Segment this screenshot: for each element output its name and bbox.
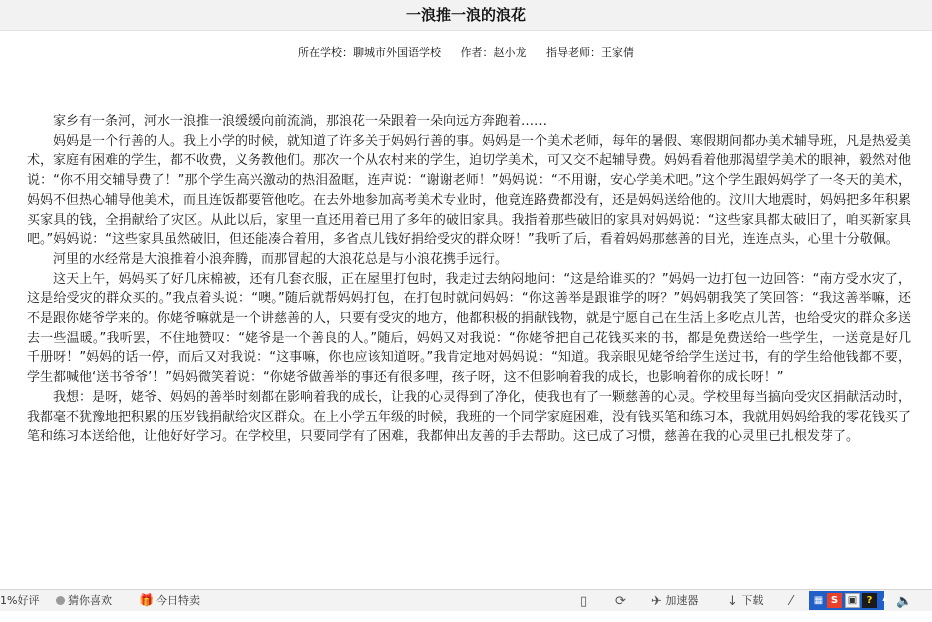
phone-button[interactable] xyxy=(580,590,587,611)
title-bar xyxy=(0,0,932,31)
volume-icon: 🔈 xyxy=(896,593,913,609)
gift-icon: 🎁 xyxy=(139,593,154,607)
paragraph: 河里的水经常是大浪推着小浪奔腾，而那冒起的大浪花总是与小浪花携手远行。 xyxy=(53,251,509,267)
today-deals-label: 今日特卖 xyxy=(155,594,200,607)
reviews-link[interactable] xyxy=(0,590,39,611)
tray-s-icon[interactable]: S xyxy=(827,593,842,608)
refresh-icon: ⟳ xyxy=(615,593,626,609)
school-info: 所在学校：聊城市外国语学校 xyxy=(298,46,441,59)
tray-window-icon[interactable]: ▣ xyxy=(845,593,860,608)
split-view-button[interactable] xyxy=(790,590,792,611)
tray-help-icon[interactable]: ? xyxy=(862,593,877,608)
accelerator-label: 加速器 xyxy=(665,594,699,607)
tray-expand-icon[interactable]: ▴ ▾ xyxy=(882,594,887,619)
download-icon: ↓ xyxy=(727,593,738,609)
guess-dot-icon xyxy=(56,596,65,605)
teacher-info: 指导老师：王家倩 xyxy=(546,46,634,59)
tray-icons xyxy=(809,591,887,619)
paragraph: 这天上午，妈妈买了好几床棉被，还有几套衣服，正在屋里打包时，我走过去纳闷地问：“这是给谁买的？”妈妈一边打包一边回答：“南方受水灾了，这是给受灾的群众买的。”我点着头说：“噢。”随后就帮妈妈打包，在打包时就问妈妈：“你这善举是跟谁学的呀？”妈妈朝我笑了笑回答：“我这善举嘛，还不是跟你姥爷学来的。你姥爷嘛就是一个讲慈善的人，只要有受灾的地方，他都积极的捐献钱物，就是宁愿自己在生活上多吃点儿苦，也给受灾的群众多送去一些温暖。”我听罢，不住地赞叹：“姥爷是一个善良的人。”随后，妈妈又对我说：“你姥爷把自己花钱买来的书，都是免费送给一些学生，一送竟是好几千册呀！”妈妈的话一停，而后又对我说：“这事嘛，你也应该知道呀。”我肯定地对妈妈说：“知道。我亲眼见姥爷给学生送过书，有的学生给他钱都不要，学生都喊他‘送书爷爷’！”妈妈微笑着说：“你姥爷做善举的事还有很多哩，孩子呀，这不但影响着我的成长，也影响着你的成长呀！” xyxy=(27,271,912,386)
split-view-icon: ⁄ xyxy=(790,593,793,609)
reviews-label: 1%好评 xyxy=(0,594,40,607)
guess-you-like-label: 猜你喜欢 xyxy=(68,594,112,607)
paragraph: 家乡有一条河，河水一浪推一浪缓缓向前流淌，那浪花一朵跟着一朵向远方奔跑着…… xyxy=(53,114,548,129)
volume-button[interactable] xyxy=(896,590,912,611)
author-info: 作者：赵小龙 xyxy=(460,46,527,59)
article-body xyxy=(27,112,911,447)
guess-you-like-button[interactable] xyxy=(56,590,112,611)
accelerator-button[interactable] xyxy=(651,590,698,611)
refresh-button[interactable] xyxy=(615,590,626,611)
paragraph: 我想：是呀，姥爷、妈妈的善举时刻都在影响着我的成长，让我的心灵得到了净化，使我也有了一颗慈善的心灵。学校里每当搞向受灾区捐献活动时，我都毫不犹豫地把积累的压岁钱捐献给灾区群众。在上小学五年级的时候，我班的一个同学家庭困难，没有钱买笔和练习本，我就用妈妈给我的零花钱买了笔和练习本送给他，让他好好学习。在学校里，只要同学有了困难，我都伸出友善的手去帮助。这已成了习惯，慈善在我的心灵里已扎根发芽了。 xyxy=(27,389,912,445)
rocket-icon: ✈ xyxy=(651,593,662,609)
phone-icon: ▯ xyxy=(580,593,588,609)
paragraph: 妈妈是一个行善的人。我上小学的时候，就知道了许多关于妈妈行善的事。妈妈是一个美术老师，每年的暑假、寒假期间都办美术辅导班，凡是热爱美术，家庭有困难的学生，都不收费，义务教他们。那次一个从农村来的学生，迫切学美术，可又交不起辅导费。妈妈看着他那渴望学美术的眼神，毅然对他说：“你不用交辅导费了！”那个学生高兴激动的热泪盈眶，连声说：“谢谢老师！”妈妈说：“不用谢，安心学美术吧。”这个学生跟妈妈学了一冬天的美术，妈妈不但热心辅导他美术，而且连饭都要管他吃。在去外地参加高考美术专业时，他竟连路费都没有，还是妈妈送给他的。汶川大地震时，妈妈把多年积累买家具的钱，全捐献给了灾区。从此以后，家里一直还用着已用了多年的破旧家具。我指着那些破旧的家具对妈妈说：“这些家具都太破旧了，咱买新家具吧。”妈妈说：“这些家具虽然破旧，但还能凑合着用，多省点儿钱好捐给受灾的群众呀！”我听了后，看着妈妈那慈善的目光，连连点头，心里十分敬佩。 xyxy=(27,133,912,248)
download-button[interactable] xyxy=(727,590,763,611)
tray-app-icon[interactable]: ▦ xyxy=(813,595,824,606)
status-bar xyxy=(0,589,932,619)
today-deals-button[interactable] xyxy=(139,590,200,611)
page-title: 一浪推一浪的浪花 xyxy=(405,6,526,24)
article-meta xyxy=(0,44,932,60)
download-label: 下载 xyxy=(741,594,764,607)
